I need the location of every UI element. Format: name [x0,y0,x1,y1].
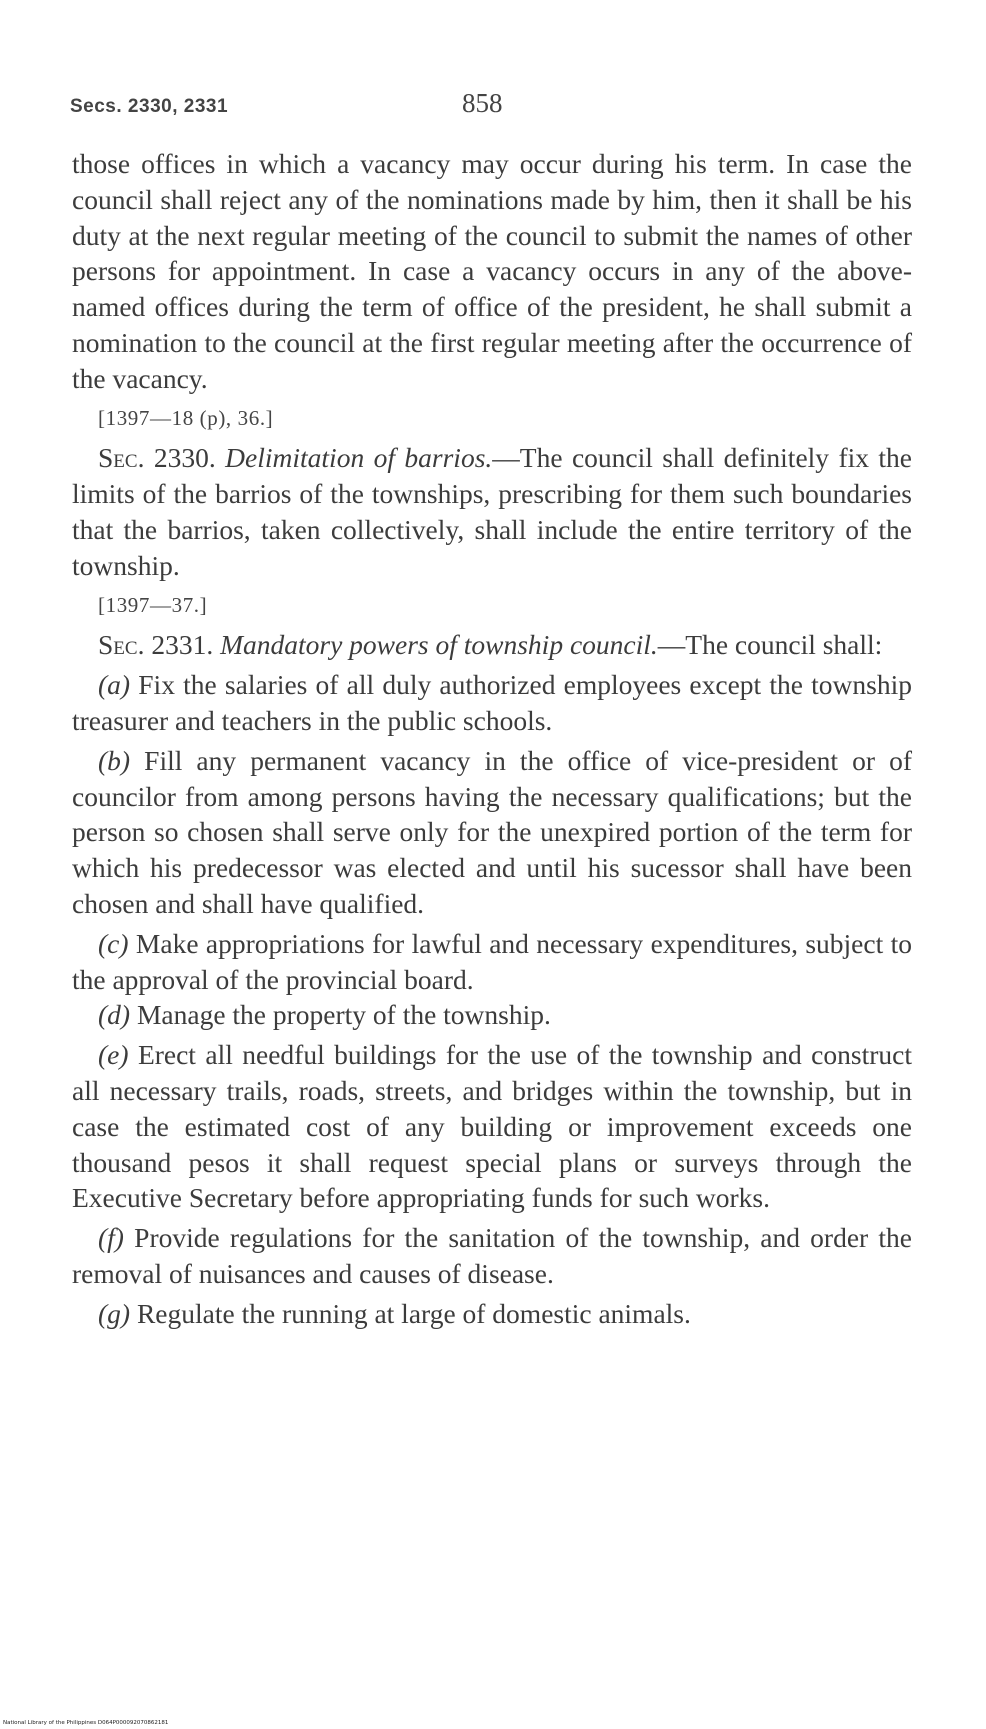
section-title: Delimitation of barrios. [225,442,493,474]
clause-label: (a) [98,669,131,701]
clause-text: Make appropriations for lawful and necessary expenditures, subject to the approval of the provincial board. [72,927,912,995]
citation: [1397—37.] [98,592,208,617]
clause-g [72,1296,912,1332]
clause-b [72,743,912,922]
clause-a [72,667,912,739]
section-text: —The council shall definitely fix the limits of the barrios of the townships, prescribing for them such boundaries that the barrios, taken collectively, shall include the entire territory of the township. [72,442,913,581]
page-body [72,146,912,1332]
page-number: 858 [462,88,503,118]
clause-text: Fix the salaries of all duly authorized employees except the township treasurer and teachers in the public schools. [72,669,912,736]
section-text: —The council shall: [657,629,883,661]
clause-text: Regulate the running at large of domestic animals. [130,1297,691,1329]
clause-label: (c) [98,927,129,959]
clause-label: (b) [98,744,131,776]
clause-label: (d) [98,999,131,1031]
clause-text: Provide regulations for the sanitation of the township, and order the removal of nuisances and causes of disease. [72,1222,912,1289]
clause-c [72,926,912,998]
clause-label: (e) [98,1039,129,1071]
clause-text: Manage the property of the township. [130,999,551,1031]
clause-label: (f) [98,1222,124,1254]
paragraph-continued: those offices in which a vacancy may occur during his term. In case the council shall reject any of the nominations made by him, then it shall be his duty at the next regular meeting of the council to submit the names of other persons for appointment. In case a vacancy occurs in any of the above-named offices during the term of office of the president, he shall submit a nomination to the council at the first regular meeting after the occurrence of the vacancy. [72,148,912,394]
citation: [1397—18 (p), 36.] [98,405,274,430]
section-2330 [72,440,912,583]
clause-label: (g) [98,1297,131,1329]
clause-text: Fill any permanent vacancy in the office of vice-president or of councilor from among persons having the necessary qualifications; but the person so chosen shall serve only for the unexpired portion of the term for which his predecessor was elected and until his sucessor shall have been chosen and shall have qualified. [72,744,912,919]
section-label: Sec. 2330. [98,442,216,474]
clause-f [72,1220,912,1292]
page-header [70,86,920,126]
clause-d [72,997,912,1033]
section-label: Sec. 2331. [98,629,214,661]
library-footer: National Library of the Philippines D064P000092070862181 [3,1720,169,1726]
clause-text: Erect all needful buildings for the use of the township and construct all necessary trails, roads, streets, and bridges within the township, but in case the estimated cost of any building or improvement exceeds one thousand pesos it shall request special plans or surveys through the Executive Secretary before appropriating funds for such works. [72,1039,912,1214]
section-range: Secs. 2330, 2331 [70,96,229,117]
section-title: Mandatory powers of township council. [220,629,658,661]
clause-e [72,1037,912,1216]
section-2331 [72,627,912,663]
